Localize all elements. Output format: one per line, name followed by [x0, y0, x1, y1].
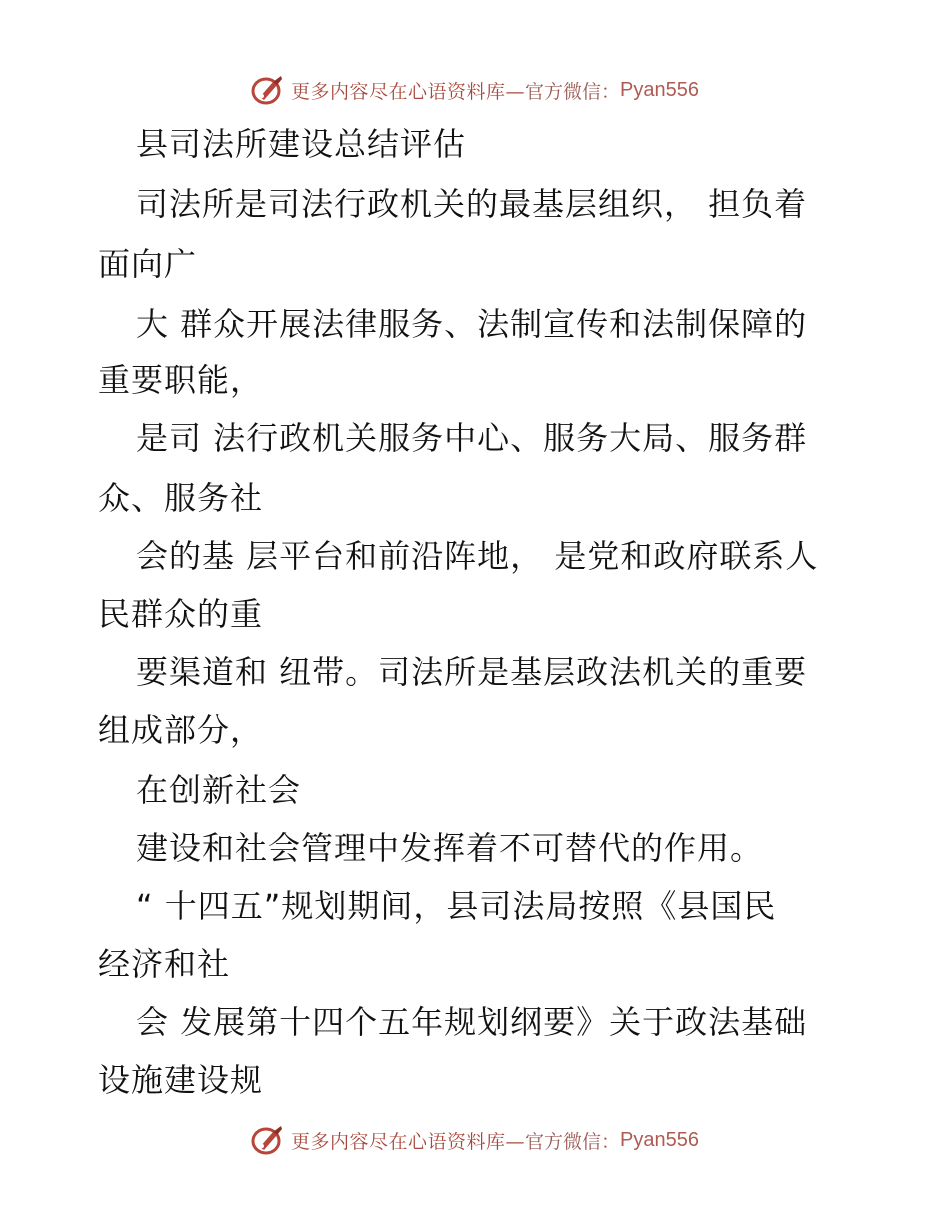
pen-logo-icon	[251, 1123, 287, 1157]
text-line: “ 十四五”规划期间，县司法局按照《县国民	[136, 887, 777, 925]
text-line: 会的基 层平台和前沿阵地， 是党和政府联系人	[136, 537, 819, 575]
text-line: 是司 法行政机关服务中心、服务大局、服务群	[136, 419, 808, 457]
text-line: 众、服务社	[98, 479, 264, 517]
text-line: 面向广	[98, 245, 198, 283]
text-line: 重要职能，	[98, 361, 264, 399]
text-line: 设施建设规	[98, 1061, 264, 1099]
footer-banner	[0, 1120, 950, 1160]
text-line: 会 发展第十四个五年规划纲要》关于政法基础	[136, 1003, 808, 1041]
banner-text: 更多内容尽在心语资料库—	[291, 1130, 526, 1153]
text-line: 要渠道和 纽带。司法所是基层政法机关的重要	[136, 653, 808, 691]
banner-wechat-id: Pyan556	[620, 78, 699, 101]
text-line: 民群众的重	[98, 595, 264, 633]
header-banner	[0, 70, 950, 110]
text-line: 组成部分，	[98, 711, 264, 749]
text-line: 在创新社会	[136, 771, 302, 809]
text-line: 大 群众开展法律服务、法制宣传和法制保障的	[136, 305, 808, 343]
banner-wechat-label: 官方微信：	[525, 1130, 621, 1153]
banner-text: 更多内容尽在心语资料库—	[291, 80, 526, 103]
pen-logo-icon	[251, 73, 287, 107]
document-title: 县司法所建设总结评估	[136, 125, 467, 163]
text-line: 经济和社	[98, 945, 231, 983]
text-line: 建设和社会管理中发挥着不可替代的作用。	[136, 829, 764, 867]
banner-wechat-label: 官方微信：	[525, 80, 621, 103]
banner-wechat-id: Pyan556	[620, 1128, 699, 1151]
text-line: 司法所是司法行政机关的最基层组织， 担负着	[136, 185, 808, 223]
